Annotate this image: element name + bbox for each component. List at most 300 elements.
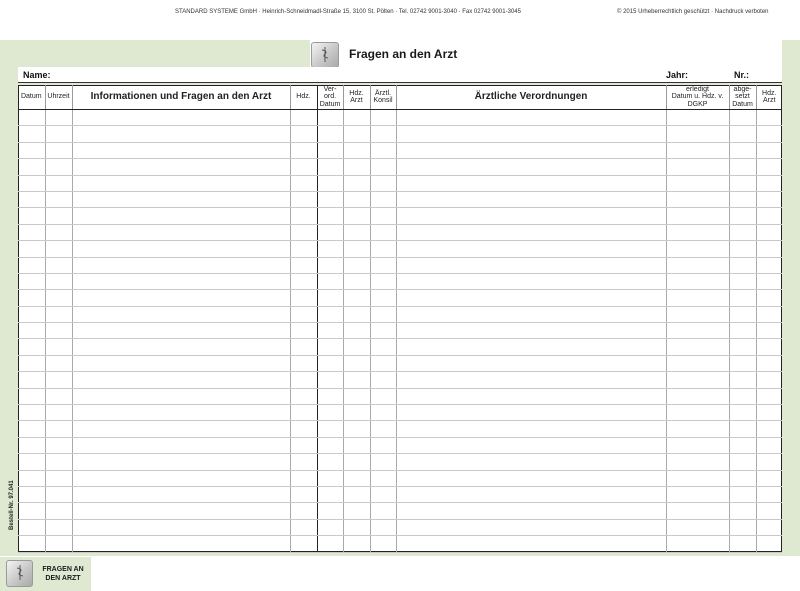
table-cell[interactable] bbox=[343, 437, 370, 453]
table-cell[interactable] bbox=[729, 126, 756, 142]
table-cell[interactable] bbox=[729, 503, 756, 519]
table-cell[interactable] bbox=[396, 536, 666, 552]
table-cell[interactable] bbox=[72, 536, 290, 552]
table-cell[interactable] bbox=[45, 405, 72, 421]
table-cell[interactable] bbox=[729, 257, 756, 273]
table-cell[interactable] bbox=[756, 503, 782, 519]
table-cell[interactable] bbox=[370, 503, 396, 519]
table-cell[interactable] bbox=[18, 142, 45, 158]
table-cell[interactable] bbox=[72, 224, 290, 240]
table-cell[interactable] bbox=[290, 372, 317, 388]
table-cell[interactable] bbox=[343, 224, 370, 240]
table-cell[interactable] bbox=[317, 273, 343, 289]
table-cell[interactable] bbox=[72, 405, 290, 421]
table-cell[interactable] bbox=[343, 536, 370, 552]
table-cell[interactable] bbox=[756, 159, 782, 175]
table-cell[interactable] bbox=[45, 486, 72, 502]
table-cell[interactable] bbox=[18, 208, 45, 224]
table-cell[interactable] bbox=[729, 519, 756, 535]
table-cell[interactable] bbox=[756, 290, 782, 306]
table-cell[interactable] bbox=[72, 208, 290, 224]
table-cell[interactable] bbox=[370, 372, 396, 388]
table-cell[interactable] bbox=[756, 126, 782, 142]
table-cell[interactable] bbox=[290, 437, 317, 453]
table-cell[interactable] bbox=[45, 175, 72, 191]
table-cell[interactable] bbox=[666, 339, 729, 355]
table-cell[interactable] bbox=[290, 421, 317, 437]
table-cell[interactable] bbox=[45, 290, 72, 306]
table-cell[interactable] bbox=[45, 126, 72, 142]
table-cell[interactable] bbox=[370, 421, 396, 437]
table-cell[interactable] bbox=[666, 208, 729, 224]
table-cell[interactable] bbox=[396, 437, 666, 453]
table-cell[interactable] bbox=[756, 421, 782, 437]
table-cell[interactable] bbox=[666, 290, 729, 306]
table-cell[interactable] bbox=[666, 159, 729, 175]
table-cell[interactable] bbox=[370, 273, 396, 289]
table-cell[interactable] bbox=[45, 421, 72, 437]
table-cell[interactable] bbox=[666, 519, 729, 535]
table-cell[interactable] bbox=[45, 372, 72, 388]
table-cell[interactable] bbox=[317, 454, 343, 470]
table-cell[interactable] bbox=[343, 388, 370, 404]
table-cell[interactable] bbox=[343, 241, 370, 257]
table-cell[interactable] bbox=[756, 355, 782, 371]
table-cell[interactable] bbox=[72, 470, 290, 486]
table-cell[interactable] bbox=[370, 224, 396, 240]
table-cell[interactable] bbox=[343, 208, 370, 224]
table-cell[interactable] bbox=[756, 241, 782, 257]
table-cell[interactable] bbox=[317, 110, 343, 126]
table-cell[interactable] bbox=[317, 306, 343, 322]
table-cell[interactable] bbox=[370, 175, 396, 191]
table-cell[interactable] bbox=[756, 224, 782, 240]
table-cell[interactable] bbox=[72, 388, 290, 404]
table-cell[interactable] bbox=[317, 339, 343, 355]
table-cell[interactable] bbox=[666, 421, 729, 437]
table-cell[interactable] bbox=[396, 191, 666, 207]
table-cell[interactable] bbox=[343, 339, 370, 355]
table-cell[interactable] bbox=[666, 110, 729, 126]
table-cell[interactable] bbox=[343, 290, 370, 306]
table-row bbox=[18, 405, 782, 421]
table-cell[interactable] bbox=[18, 339, 45, 355]
table-cell[interactable] bbox=[729, 175, 756, 191]
table-cell[interactable] bbox=[45, 536, 72, 552]
table-cell[interactable] bbox=[18, 257, 45, 273]
table-cell[interactable] bbox=[72, 273, 290, 289]
table-cell[interactable] bbox=[666, 323, 729, 339]
table-cell[interactable] bbox=[45, 110, 72, 126]
table-cell[interactable] bbox=[317, 290, 343, 306]
table-cell[interactable] bbox=[756, 257, 782, 273]
table-cell[interactable] bbox=[756, 110, 782, 126]
table-cell[interactable] bbox=[45, 257, 72, 273]
table-cell[interactable] bbox=[18, 519, 45, 535]
table-cell[interactable] bbox=[317, 126, 343, 142]
table-cell[interactable] bbox=[72, 519, 290, 535]
table-cell[interactable] bbox=[18, 388, 45, 404]
table-cell[interactable] bbox=[72, 372, 290, 388]
table-cell[interactable] bbox=[370, 290, 396, 306]
table-cell[interactable] bbox=[396, 159, 666, 175]
table-cell[interactable] bbox=[45, 339, 72, 355]
table-cell[interactable] bbox=[290, 273, 317, 289]
table-cell[interactable] bbox=[343, 323, 370, 339]
table-cell[interactable] bbox=[729, 486, 756, 502]
table-cell[interactable] bbox=[756, 323, 782, 339]
table-cell[interactable] bbox=[18, 159, 45, 175]
table-cell[interactable] bbox=[666, 454, 729, 470]
table-cell[interactable] bbox=[72, 159, 290, 175]
table-cell[interactable] bbox=[729, 110, 756, 126]
table-cell[interactable] bbox=[396, 273, 666, 289]
table-cell[interactable] bbox=[72, 126, 290, 142]
table-cell[interactable] bbox=[729, 208, 756, 224]
table-cell[interactable] bbox=[290, 175, 317, 191]
table-cell[interactable] bbox=[396, 486, 666, 502]
table-cell[interactable] bbox=[370, 323, 396, 339]
table-cell[interactable] bbox=[756, 405, 782, 421]
table-cell[interactable] bbox=[756, 454, 782, 470]
table-cell[interactable] bbox=[18, 126, 45, 142]
table-cell[interactable] bbox=[343, 191, 370, 207]
table-cell[interactable] bbox=[343, 503, 370, 519]
table-cell[interactable] bbox=[666, 437, 729, 453]
table-row bbox=[18, 486, 782, 502]
table-cell[interactable] bbox=[18, 273, 45, 289]
table-cell[interactable] bbox=[18, 241, 45, 257]
table-cell[interactable] bbox=[317, 323, 343, 339]
table-cell[interactable] bbox=[666, 191, 729, 207]
table-cell[interactable] bbox=[18, 191, 45, 207]
table-cell[interactable] bbox=[370, 519, 396, 535]
table-cell[interactable] bbox=[317, 372, 343, 388]
col-aerztliche-verordnungen: Ärztliche Verordnungen bbox=[396, 85, 666, 110]
table-cell[interactable] bbox=[290, 536, 317, 552]
table-cell[interactable] bbox=[18, 437, 45, 453]
table-cell[interactable] bbox=[72, 486, 290, 502]
table-cell[interactable] bbox=[343, 110, 370, 126]
table-cell[interactable] bbox=[343, 142, 370, 158]
table-cell[interactable] bbox=[756, 486, 782, 502]
table-cell[interactable] bbox=[396, 372, 666, 388]
table-cell[interactable] bbox=[396, 257, 666, 273]
table-cell[interactable] bbox=[343, 405, 370, 421]
table-cell[interactable] bbox=[317, 257, 343, 273]
table-cell[interactable] bbox=[45, 388, 72, 404]
table-cell[interactable] bbox=[370, 536, 396, 552]
table-cell[interactable] bbox=[729, 388, 756, 404]
table-cell[interactable] bbox=[317, 405, 343, 421]
table-cell[interactable] bbox=[756, 388, 782, 404]
table-cell[interactable] bbox=[729, 142, 756, 158]
table-cell[interactable] bbox=[396, 306, 666, 322]
table-cell[interactable] bbox=[370, 191, 396, 207]
table-cell[interactable] bbox=[343, 159, 370, 175]
table-cell[interactable] bbox=[317, 486, 343, 502]
table-cell[interactable] bbox=[756, 273, 782, 289]
table-cell[interactable] bbox=[72, 241, 290, 257]
table-cell[interactable] bbox=[290, 503, 317, 519]
table-cell[interactable] bbox=[343, 372, 370, 388]
table-cell[interactable] bbox=[45, 208, 72, 224]
table-cell[interactable] bbox=[18, 323, 45, 339]
table-cell[interactable] bbox=[45, 503, 72, 519]
table-cell[interactable] bbox=[290, 486, 317, 502]
table-cell[interactable] bbox=[666, 175, 729, 191]
table-cell[interactable] bbox=[343, 421, 370, 437]
table-cell[interactable] bbox=[18, 290, 45, 306]
table-cell[interactable] bbox=[729, 224, 756, 240]
table-cell[interactable] bbox=[18, 110, 45, 126]
table-cell[interactable] bbox=[317, 191, 343, 207]
table-cell[interactable] bbox=[290, 323, 317, 339]
table-cell[interactable] bbox=[343, 486, 370, 502]
table-cell[interactable] bbox=[290, 126, 317, 142]
table-cell[interactable] bbox=[666, 388, 729, 404]
table-cell[interactable] bbox=[72, 437, 290, 453]
table-cell[interactable] bbox=[729, 191, 756, 207]
table-cell[interactable] bbox=[729, 355, 756, 371]
table-cell[interactable] bbox=[729, 241, 756, 257]
table-cell[interactable] bbox=[45, 306, 72, 322]
table-cell[interactable] bbox=[666, 405, 729, 421]
table-cell[interactable] bbox=[396, 519, 666, 535]
table-cell[interactable] bbox=[396, 224, 666, 240]
table-cell[interactable] bbox=[756, 191, 782, 207]
table-cell[interactable] bbox=[370, 306, 396, 322]
table-cell[interactable] bbox=[45, 142, 72, 158]
table-cell[interactable] bbox=[666, 224, 729, 240]
table-cell[interactable] bbox=[290, 110, 317, 126]
table-cell[interactable] bbox=[72, 355, 290, 371]
table-cell[interactable] bbox=[370, 208, 396, 224]
table-cell[interactable] bbox=[317, 175, 343, 191]
table-cell[interactable] bbox=[756, 142, 782, 158]
table-cell[interactable] bbox=[666, 536, 729, 552]
table-cell[interactable] bbox=[317, 437, 343, 453]
table-cell[interactable] bbox=[18, 355, 45, 371]
table-cell[interactable] bbox=[72, 339, 290, 355]
table-cell[interactable] bbox=[666, 355, 729, 371]
table-cell[interactable] bbox=[290, 191, 317, 207]
table-cell[interactable] bbox=[317, 503, 343, 519]
table-cell[interactable] bbox=[396, 208, 666, 224]
table-cell[interactable] bbox=[18, 405, 45, 421]
table-cell[interactable] bbox=[343, 126, 370, 142]
table-cell[interactable] bbox=[317, 355, 343, 371]
table-cell[interactable] bbox=[729, 323, 756, 339]
table-cell[interactable] bbox=[317, 224, 343, 240]
table-cell[interactable] bbox=[396, 470, 666, 486]
table-cell[interactable] bbox=[18, 421, 45, 437]
table-cell[interactable] bbox=[72, 191, 290, 207]
table-cell[interactable] bbox=[343, 257, 370, 273]
table-cell[interactable] bbox=[666, 470, 729, 486]
table-cell[interactable] bbox=[45, 519, 72, 535]
table-cell[interactable] bbox=[370, 110, 396, 126]
table-cell[interactable] bbox=[45, 454, 72, 470]
table-cell[interactable] bbox=[729, 372, 756, 388]
table-cell[interactable] bbox=[666, 257, 729, 273]
table-cell[interactable] bbox=[370, 126, 396, 142]
table-cell[interactable] bbox=[18, 372, 45, 388]
table-cell[interactable] bbox=[317, 159, 343, 175]
table-cell[interactable] bbox=[396, 241, 666, 257]
table-cell[interactable] bbox=[666, 126, 729, 142]
table-cell[interactable] bbox=[317, 421, 343, 437]
table-cell[interactable] bbox=[317, 519, 343, 535]
table-cell[interactable] bbox=[729, 159, 756, 175]
table-cell[interactable] bbox=[343, 519, 370, 535]
table-cell[interactable] bbox=[343, 454, 370, 470]
table-cell[interactable] bbox=[396, 142, 666, 158]
table-cell[interactable] bbox=[370, 257, 396, 273]
table-cell[interactable] bbox=[729, 273, 756, 289]
table-cell[interactable] bbox=[756, 306, 782, 322]
table-cell[interactable] bbox=[370, 405, 396, 421]
table-cell[interactable] bbox=[666, 241, 729, 257]
table-cell[interactable] bbox=[396, 405, 666, 421]
table-cell[interactable] bbox=[18, 175, 45, 191]
table-cell[interactable] bbox=[343, 175, 370, 191]
table-cell[interactable] bbox=[729, 536, 756, 552]
table-cell[interactable] bbox=[666, 142, 729, 158]
table-cell[interactable] bbox=[396, 388, 666, 404]
table-cell[interactable] bbox=[72, 290, 290, 306]
table-cell[interactable] bbox=[396, 110, 666, 126]
table-cell[interactable] bbox=[290, 208, 317, 224]
table-cell[interactable] bbox=[370, 470, 396, 486]
table-cell[interactable] bbox=[290, 405, 317, 421]
table-cell[interactable] bbox=[290, 454, 317, 470]
table-cell[interactable] bbox=[290, 159, 317, 175]
table-cell[interactable] bbox=[666, 273, 729, 289]
table-cell[interactable] bbox=[370, 142, 396, 158]
table-cell[interactable] bbox=[290, 142, 317, 158]
table-cell[interactable] bbox=[72, 110, 290, 126]
table-cell[interactable] bbox=[290, 241, 317, 257]
table-cell[interactable] bbox=[290, 306, 317, 322]
table-cell[interactable] bbox=[72, 142, 290, 158]
table-cell[interactable] bbox=[290, 519, 317, 535]
table-cell[interactable] bbox=[396, 290, 666, 306]
table-cell[interactable] bbox=[370, 241, 396, 257]
table-cell[interactable] bbox=[756, 519, 782, 535]
table-cell[interactable] bbox=[317, 208, 343, 224]
table-cell[interactable] bbox=[343, 306, 370, 322]
table-cell[interactable] bbox=[45, 437, 72, 453]
table-cell[interactable] bbox=[343, 470, 370, 486]
table-cell[interactable] bbox=[18, 536, 45, 552]
table-cell[interactable] bbox=[18, 454, 45, 470]
table-cell[interactable] bbox=[396, 175, 666, 191]
table-cell[interactable] bbox=[729, 437, 756, 453]
table-cell[interactable] bbox=[756, 470, 782, 486]
table-cell[interactable] bbox=[729, 405, 756, 421]
table-cell[interactable] bbox=[370, 355, 396, 371]
table-cell[interactable] bbox=[45, 191, 72, 207]
table-cell[interactable] bbox=[666, 372, 729, 388]
table-cell[interactable] bbox=[370, 437, 396, 453]
table-cell[interactable] bbox=[317, 470, 343, 486]
table-cell[interactable] bbox=[317, 241, 343, 257]
table-cell[interactable] bbox=[756, 536, 782, 552]
table-cell[interactable] bbox=[396, 355, 666, 371]
table-cell[interactable] bbox=[756, 372, 782, 388]
table-cell[interactable] bbox=[370, 486, 396, 502]
table-cell[interactable] bbox=[666, 503, 729, 519]
table-cell[interactable] bbox=[756, 208, 782, 224]
table-cell[interactable] bbox=[45, 241, 72, 257]
table-cell[interactable] bbox=[729, 339, 756, 355]
table-cell[interactable] bbox=[72, 323, 290, 339]
table-cell[interactable] bbox=[45, 470, 72, 486]
table-cell[interactable] bbox=[396, 421, 666, 437]
table-cell[interactable] bbox=[317, 388, 343, 404]
table-cell[interactable] bbox=[18, 470, 45, 486]
table-cell[interactable] bbox=[756, 339, 782, 355]
table-cell[interactable] bbox=[45, 224, 72, 240]
table-cell[interactable] bbox=[396, 126, 666, 142]
table-cell[interactable] bbox=[45, 273, 72, 289]
table-cell[interactable] bbox=[729, 290, 756, 306]
table-cell[interactable] bbox=[18, 224, 45, 240]
table-cell[interactable] bbox=[317, 142, 343, 158]
table-cell[interactable] bbox=[290, 224, 317, 240]
table-cell[interactable] bbox=[396, 454, 666, 470]
table-cell[interactable] bbox=[290, 355, 317, 371]
table-cell[interactable] bbox=[756, 175, 782, 191]
table-cell[interactable] bbox=[72, 175, 290, 191]
table-cell[interactable] bbox=[370, 388, 396, 404]
table-cell[interactable] bbox=[370, 159, 396, 175]
table-cell[interactable] bbox=[290, 470, 317, 486]
table-cell[interactable] bbox=[343, 355, 370, 371]
table-cell[interactable] bbox=[729, 306, 756, 322]
table-cell[interactable] bbox=[370, 454, 396, 470]
table-cell[interactable] bbox=[396, 503, 666, 519]
table-cell[interactable] bbox=[18, 306, 45, 322]
table-cell[interactable] bbox=[729, 470, 756, 486]
table-cell[interactable] bbox=[72, 503, 290, 519]
table-cell[interactable] bbox=[317, 536, 343, 552]
table-cell[interactable] bbox=[666, 486, 729, 502]
table-cell[interactable] bbox=[18, 503, 45, 519]
table-cell[interactable] bbox=[45, 355, 72, 371]
table-cell[interactable] bbox=[729, 454, 756, 470]
table-cell[interactable] bbox=[72, 421, 290, 437]
table-cell[interactable] bbox=[72, 306, 290, 322]
table-cell[interactable] bbox=[290, 388, 317, 404]
table-cell[interactable] bbox=[45, 159, 72, 175]
table-cell[interactable] bbox=[72, 257, 290, 273]
table-cell[interactable] bbox=[396, 339, 666, 355]
table-cell[interactable] bbox=[343, 273, 370, 289]
table-cell[interactable] bbox=[729, 421, 756, 437]
table-cell[interactable] bbox=[370, 339, 396, 355]
table-cell[interactable] bbox=[72, 454, 290, 470]
table-cell[interactable] bbox=[666, 306, 729, 322]
table-cell[interactable] bbox=[290, 339, 317, 355]
table-cell[interactable] bbox=[18, 486, 45, 502]
table-cell[interactable] bbox=[45, 323, 72, 339]
table-cell[interactable] bbox=[396, 323, 666, 339]
table-cell[interactable] bbox=[290, 290, 317, 306]
table-cell[interactable] bbox=[756, 437, 782, 453]
table-cell[interactable] bbox=[290, 257, 317, 273]
